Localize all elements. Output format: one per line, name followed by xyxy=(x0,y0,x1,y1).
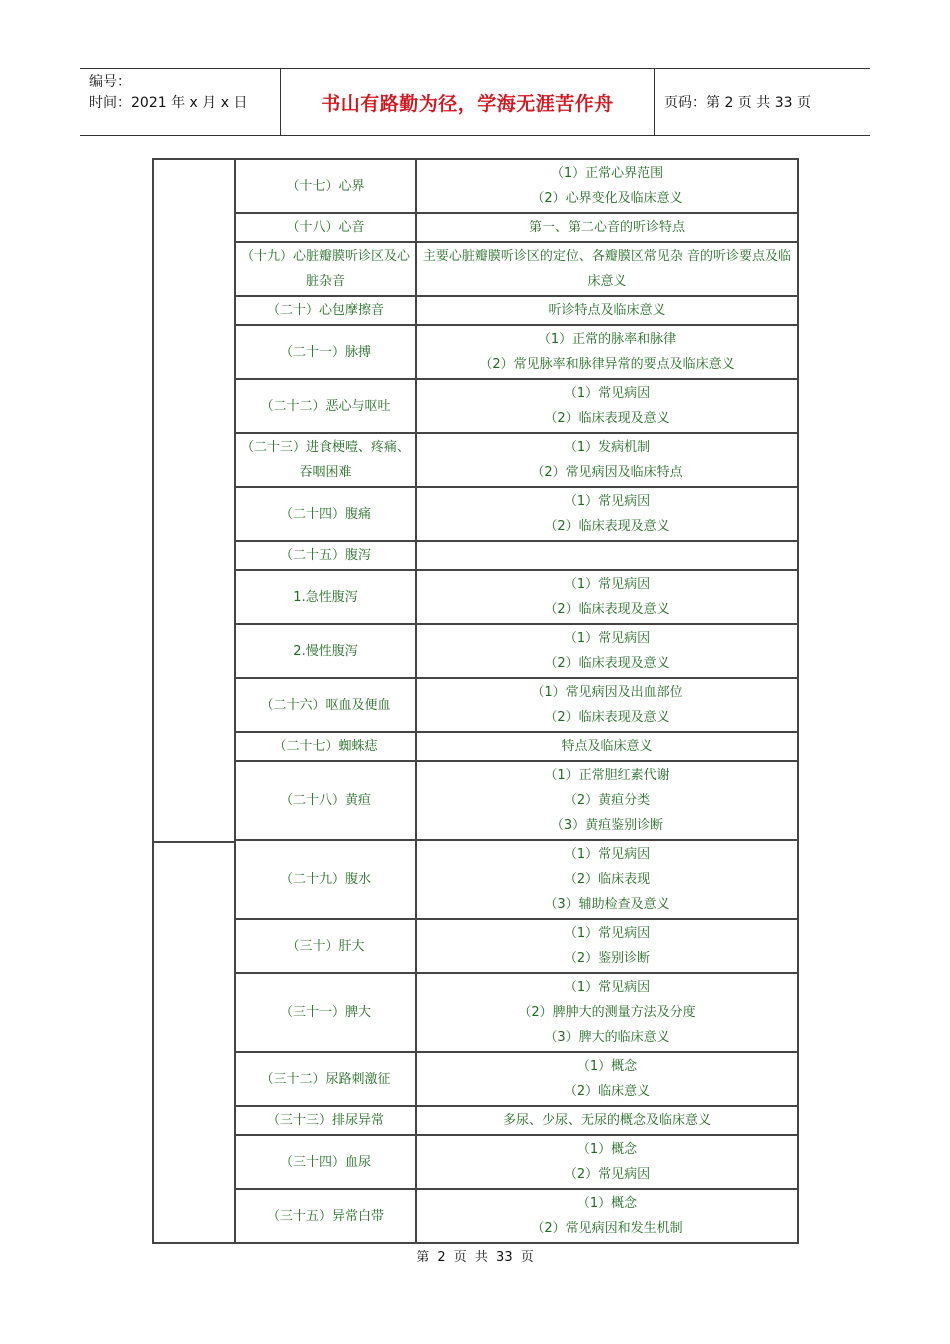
content-cell xyxy=(417,214,799,243)
content-line: （1）概念 xyxy=(576,1142,638,1157)
table-row xyxy=(154,1107,799,1136)
topic-cell: （十八）心音 xyxy=(236,214,417,243)
content-line: （1）概念 xyxy=(576,1059,638,1074)
syllabus-table-wrapper xyxy=(152,158,799,1244)
content-cell xyxy=(417,841,799,920)
topic-cell: （三十一）脾大 xyxy=(236,974,417,1053)
content-line: 多尿、少尿、无尿的概念及临床意义 xyxy=(502,1113,711,1128)
table-row xyxy=(154,542,799,571)
content-line: （1）常见病因 xyxy=(563,980,651,995)
topic-cell: 1.急性腹泻 xyxy=(236,571,417,625)
topic-cell: （十七）心界 xyxy=(236,160,417,214)
table-row xyxy=(154,974,799,1053)
table-row xyxy=(154,326,799,380)
time-label: 时间：2021 年 x 月 x 日 xyxy=(89,95,248,111)
content-line: （2）常见病因和发生机制 xyxy=(531,1221,683,1236)
header-meta xyxy=(80,69,281,135)
content-line: 主要心脏瓣膜听诊区的定位、各瓣膜区常见杂 音的听诊要点及临床意义 xyxy=(422,249,792,289)
content-cell xyxy=(417,1190,799,1242)
content-line: （1）常见病因 xyxy=(563,847,651,862)
content-cell xyxy=(417,571,799,625)
page-header xyxy=(80,68,870,136)
category-cell xyxy=(154,160,236,841)
motto: 书山有路勤为径，学海无涯苦作舟 xyxy=(281,69,655,135)
topic-cell: （二十四）腹痛 xyxy=(236,488,417,542)
content-line: 听诊特点及临床意义 xyxy=(548,303,666,318)
content-line: （2）黄疸分类 xyxy=(563,793,651,808)
content-line: （2）临床表现及意义 xyxy=(544,602,670,617)
table-row xyxy=(154,380,799,434)
content-line: （1）常见病因 xyxy=(563,926,651,941)
content-line: （2）临床表现及意义 xyxy=(544,710,670,725)
topic-cell: （二十七）蜘蛛痣 xyxy=(236,733,417,762)
content-cell xyxy=(417,326,799,380)
content-cell xyxy=(417,542,799,571)
content-line: （1）常见病因及出血部位 xyxy=(531,685,683,700)
content-cell xyxy=(417,434,799,488)
category-cell xyxy=(154,841,236,1242)
topic-cell: （二十八）黄疸 xyxy=(236,762,417,841)
content-cell xyxy=(417,380,799,434)
content-line: （2）常见病因 xyxy=(563,1167,651,1182)
content-line: （1）正常胆红素代谢 xyxy=(544,768,670,783)
table-row xyxy=(154,920,799,974)
content-cell xyxy=(417,974,799,1053)
content-cell xyxy=(417,1053,799,1107)
content-line: （2）临床表现及意义 xyxy=(544,411,670,426)
content-line: 特点及临床意义 xyxy=(561,739,653,754)
table-row xyxy=(154,297,799,326)
table-row xyxy=(154,571,799,625)
table-row xyxy=(154,434,799,488)
topic-cell: （二十五）腹泻 xyxy=(236,542,417,571)
topic-cell: （二十）心包摩擦音 xyxy=(236,297,417,326)
content-cell xyxy=(417,1107,799,1136)
topic-cell: 2.慢性腹泻 xyxy=(236,625,417,679)
content-line: （2）临床表现 xyxy=(563,872,651,887)
table-row xyxy=(154,160,799,214)
topic-cell: （二十六）呕血及便血 xyxy=(236,679,417,733)
content-cell xyxy=(417,160,799,214)
content-cell xyxy=(417,762,799,841)
table-row xyxy=(154,1053,799,1107)
table-row xyxy=(154,762,799,841)
content-line: （1）发病机制 xyxy=(563,440,651,455)
topic-cell: （二十一）脉搏 xyxy=(236,326,417,380)
content-line: （1）正常的脉率和脉律 xyxy=(537,332,677,347)
content-line: （3）脾大的临床意义 xyxy=(544,1030,670,1045)
content-line: （2）临床意义 xyxy=(563,1084,651,1099)
topic-cell: （三十四）血尿 xyxy=(236,1136,417,1190)
content-line: （1）常见病因 xyxy=(563,494,651,509)
table-row xyxy=(154,214,799,243)
content-line: （1）常见病因 xyxy=(563,577,651,592)
table-row xyxy=(154,243,799,297)
table-row xyxy=(154,733,799,762)
content-cell xyxy=(417,679,799,733)
content-line: （2）鉴别诊断 xyxy=(563,951,651,966)
content-line: 第一、第二心音的听诊特点 xyxy=(528,220,685,235)
number-label: 编号： xyxy=(89,74,131,90)
table-row xyxy=(154,679,799,733)
content-line: （2）常见病因及临床特点 xyxy=(531,465,683,480)
content-cell xyxy=(417,297,799,326)
content-line: （2）临床表现及意义 xyxy=(544,656,670,671)
content-cell xyxy=(417,243,799,297)
topic-cell: （二十九）腹水 xyxy=(236,841,417,920)
topic-cell: （三十三）排尿异常 xyxy=(236,1107,417,1136)
content-line: （2）脾肿大的测量方法及分度 xyxy=(518,1005,696,1020)
content-line: （2）心界变化及临床意义 xyxy=(531,191,683,206)
topic-cell: （三十）肝大 xyxy=(236,920,417,974)
content-line: （1）常见病因 xyxy=(563,631,651,646)
content-line: （2）临床表现及意义 xyxy=(544,519,670,534)
content-line: （1）正常心界范围 xyxy=(550,166,664,181)
table-row xyxy=(154,841,799,920)
table-row xyxy=(154,1190,799,1242)
content-line: （1）常见病因 xyxy=(563,386,651,401)
content-cell xyxy=(417,920,799,974)
page-footer: 第 2 页 共 33 页 xyxy=(416,1250,534,1265)
topic-cell: （十九）心脏瓣膜听诊区及心脏杂音 xyxy=(236,243,417,297)
content-cell xyxy=(417,625,799,679)
table-row xyxy=(154,1136,799,1190)
topic-cell: （三十二）尿路刺激征 xyxy=(236,1053,417,1107)
table-row xyxy=(154,625,799,679)
content-cell xyxy=(417,1136,799,1190)
content-line: （2）常见脉率和脉律异常的要点及临床意义 xyxy=(479,357,735,372)
content-cell xyxy=(417,733,799,762)
content-line: （3）黄疸鉴别诊断 xyxy=(550,818,664,833)
content-cell xyxy=(417,488,799,542)
page-info: 页码：第 2 页 共 33 页 xyxy=(664,95,811,111)
syllabus-table xyxy=(152,158,799,1244)
content-line: （1）概念 xyxy=(576,1196,638,1211)
table-row xyxy=(154,488,799,542)
content-line: （3）辅助检查及意义 xyxy=(544,897,670,912)
topic-cell: （二十三）进食梗噎、疼痛、吞咽困难 xyxy=(236,434,417,488)
topic-cell: （三十五）异常白带 xyxy=(236,1190,417,1242)
topic-cell: （二十二）恶心与呕吐 xyxy=(236,380,417,434)
